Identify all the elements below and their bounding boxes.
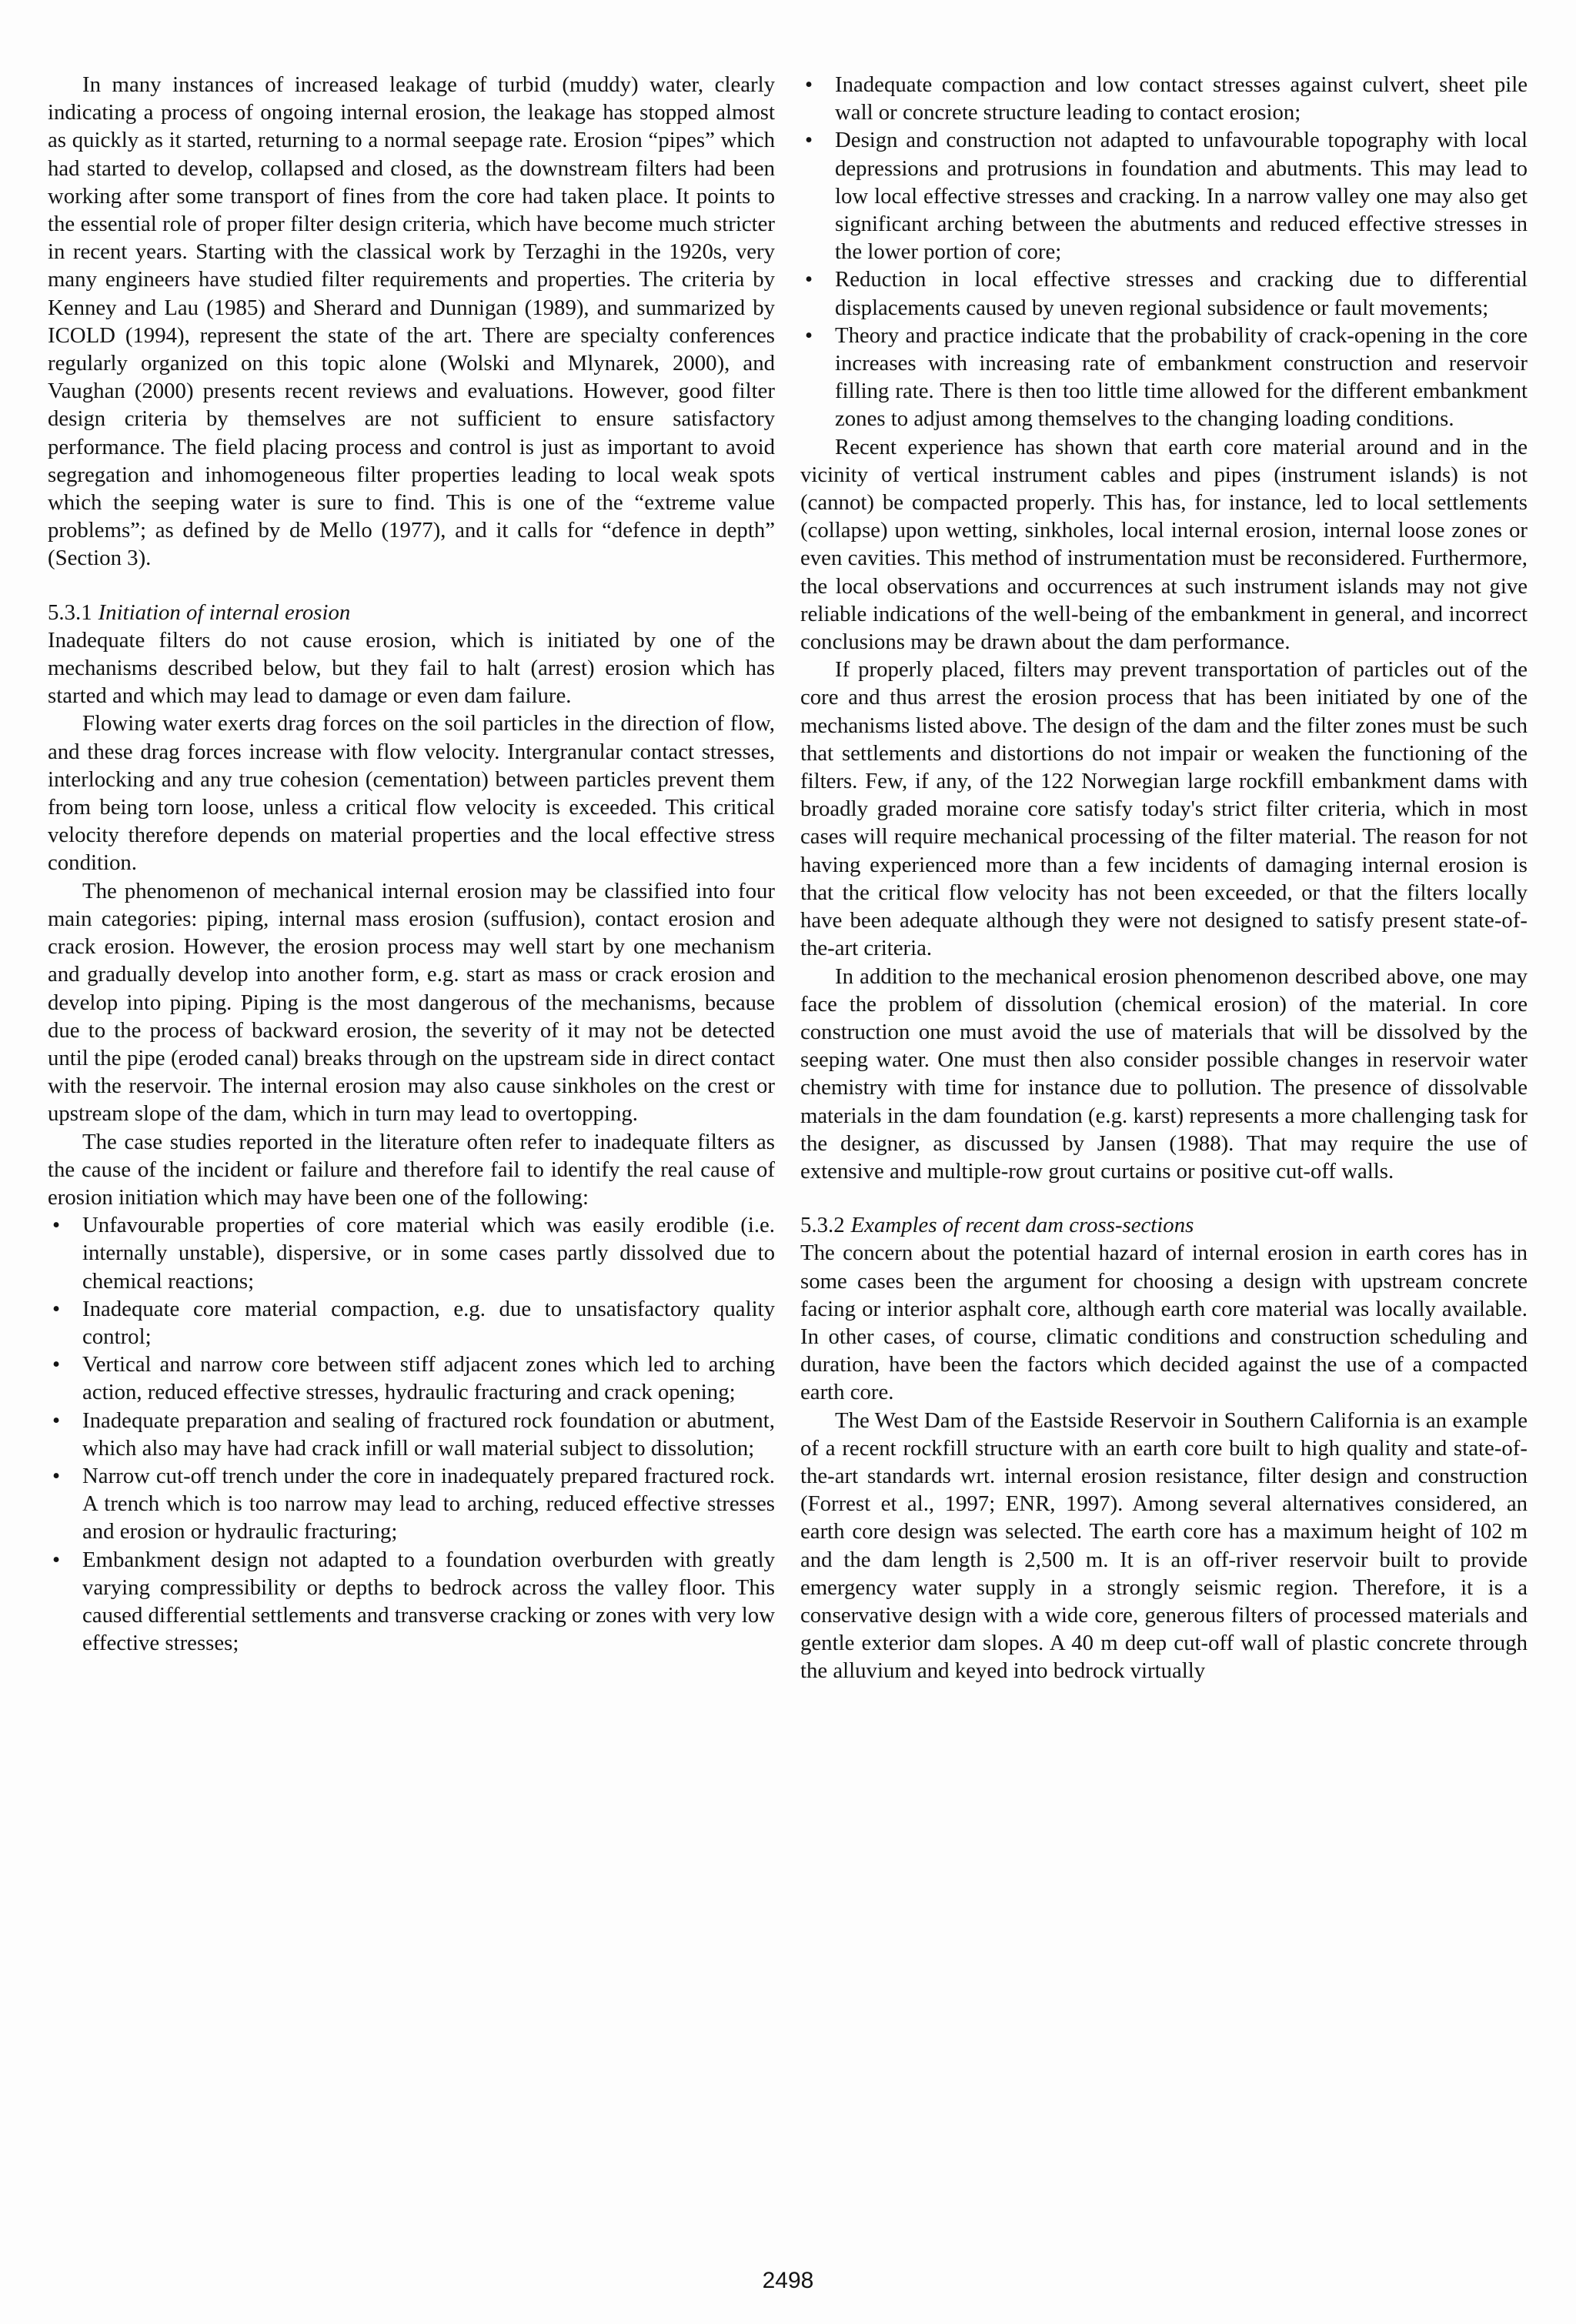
paragraph: If properly placed, filters may prevent transportation of particles out of the core and thus arrest the erosion process that has been initiated by one of the mechanisms listed above. The design of the dam and the filter zones must be such that settlements and distortions do not impair or weaken the functioning of the filters. Few, if any, of the 122 Norwegian large rockfill embankment dams with broadly graded moraine core satisfy today's strict filter criteria, which in most cases will require mechanical processing of the filter material. The reason for not having experienced more than a few incidents of damaging internal erosion is that the critical flow velocity has not been exceeded, or that the filters locally have been adequate although they were not designed to satisfy present state-of-the-art criteria.	[800, 657, 1528, 961]
section-heading-5-3-2	[800, 1211, 1528, 1239]
list-item	[800, 322, 1528, 433]
list-item-text: Unfavourable properties of core material which was easily erodible (i.e. internally unstable), dispersive, or in some cases partly dissolved due to chemical reactions;	[82, 1213, 775, 1294]
list-item-text: Narrow cut-off trench under the core in inadequately prepared fractured rock. A trench which is too narrow may lead to arching, reduced effective stresses and erosion or hydraulic fracturing;	[82, 1463, 775, 1544]
bullet-icon: •	[805, 322, 813, 348]
bullet-icon: •	[805, 128, 813, 153]
list-item	[48, 1211, 775, 1295]
section-title: Initiation of internal erosion	[98, 599, 351, 625]
bullet-list	[48, 1211, 775, 1657]
section-number: 5.3.2	[800, 1213, 845, 1238]
list-item-text: Vertical and narrow core between stiff adjacent zones which led to arching action, reduced effective stresses, hydraulic fracturing and crack opening;	[82, 1352, 775, 1405]
list-item-text: Design and construction not adapted to unfavourable topography with local depressions and protrusions in foundation and abutments. This may lead to low local effective stresses and cracking. In a narrow valley one may also get significant arching between the abutments and reduced effective stresses in the lower portion of core;	[835, 128, 1528, 265]
list-item-text: Reduction in local effective stresses and cracking due to differential displacements caused by uneven regional subsidence or fault movements;	[835, 267, 1528, 320]
list-item-text: Inadequate preparation and sealing of fractured rock foundation or abutment, which also may have had crack infill or wall material subject to dissolution;	[82, 1407, 775, 1461]
list-item	[800, 265, 1528, 321]
bullet-icon: •	[52, 1547, 61, 1572]
list-item	[48, 1295, 775, 1351]
paragraph: The phenomenon of mechanical internal erosion may be classified into four main categories: piping, internal mass erosion (suffusion), contact erosion and crack erosion. However, the erosion process may well start by one mechanism and gradually develop into another form, e.g. start as mass or crack erosion and develop into piping. Piping is the most dangerous of the mechanisms, because due to the process of backward erosion, the severity of it may not be detected until the pipe (eroded canal) breaks through on the upstream side in direct contact with the reservoir. The internal erosion may also cause sinkholes on the crest or upstream slope of the dam, which in turn may lead to overtopping.	[48, 878, 775, 1127]
bullet-icon: •	[52, 1296, 61, 1321]
list-item	[800, 71, 1528, 126]
list-item	[48, 1351, 775, 1406]
bullet-icon: •	[805, 267, 813, 292]
bullet-list	[800, 71, 1528, 433]
paragraph: Flowing water exerts drag forces on the soil particles in the direction of flow, and these drag forces increase with flow velocity. Intergranular contact stresses, interlocking and any true cohesion (cementation) between particles prevent them from being torn loose, unless a critical flow velocity is exceeded. This critical velocity therefore depends on material properties and the local effective stress condition.	[48, 711, 775, 876]
list-item-text: Inadequate core material compaction, e.g. due to unsatisfactory quality control;	[82, 1296, 775, 1349]
bullet-icon: •	[52, 1463, 61, 1488]
list-item	[48, 1462, 775, 1546]
paragraph: Recent experience has shown that earth core material around and in the vicinity of vertical instrument cables and pipes (instrument islands) is not (cannot) be compacted properly. This has, for instance, led to local settlements (collapse) upon wetting, sinkholes, local internal erosion, internal loose zones or even cavities. This method of instrumentation must be reconsidered. Furthermore, the local observations and occurrences at such instrument islands may not give reliable indications of the well-being of the embankment in general, and incorrect conclusions may be drawn about the dam performance.	[800, 434, 1528, 655]
paragraph: The concern about the potential hazard of internal erosion in earth cores has in some cases been the argument for choosing a design with upstream concrete facing or interior asphalt core, although earth core material was locally available. In other cases, of course, climatic conditions and construction scheduling and duration, have been the factors which decided against the use of a compacted earth core.	[800, 1240, 1528, 1405]
bullet-icon: •	[805, 72, 813, 97]
page-number: 2498	[762, 2268, 814, 2293]
left-column	[48, 71, 775, 2206]
list-item-text: Inadequate compaction and low contact stresses against culvert, sheet pile wall or concrete structure leading to contact erosion;	[835, 72, 1528, 125]
paragraph: In addition to the mechanical erosion phenomenon described above, one may face the problem of dissolution (chemical erosion) of the material. In core construction one must avoid the use of materials that will be dissolved by the seeping water. One must then also consider possible changes in reservoir water chemistry with time for instance due to pollution. The presence of dissolvable materials in the dam foundation (e.g. karst) represents a more challenging task for the designer, as discussed by Jansen (1988). That may require the use of extensive and multiple-row grout curtains or positive cut-off walls.	[800, 963, 1528, 1184]
list-item-text: Embankment design not adapted to a foundation overburden with greatly varying compressibility or depths to bedrock across the valley floor. This caused differential settlements and transverse cracking or zones with very low effective stresses;	[82, 1547, 775, 1656]
list-item	[48, 1407, 775, 1462]
right-column	[800, 71, 1528, 2206]
paragraph: In many instances of increased leakage of turbid (muddy) water, clearly indicating a process of ongoing internal erosion, the leakage has stopped almost as quickly as it started, returning to a normal seepage rate. Erosion “pipes” which had started to develop, collapsed and closed, as the downstream filters had been working after some transport of fines from the core had taken place. It points to the essential role of proper filter design criteria, which have become much stricter in recent years. Starting with the classical work by Terzaghi in the 1920s, very many engineers have studied filter requirements and properties. The criteria by Kenney and Lau (1985) and Sherard and Dunnigan (1989), and summarized by ICOLD (1994), represent the state of the art. There are specialty conferences regularly organized on this topic alone (Wolski and Mlynarek, 2000), and Vaughan (2000) presents recent reviews and evaluations. However, good filter design criteria by themselves are not sufficient to ensure satisfactory performance. The field placing process and control is just as important to avoid segregation and inhomogeneous filter properties leading to local weak spots which the seeping water is sure to find. This is one of the “extreme value problems”; as defined by de Mello (1977), and it calls for “defence in depth” (Section 3).	[48, 72, 775, 571]
section-heading-5-3-1	[48, 599, 775, 626]
paragraph: The West Dam of the Eastside Reservoir in Southern California is an example of a recent rockfill structure with an earth core built to high quality and state-of-the-art standards wrt. internal erosion resistance, filter design and construction (Forrest et al., 1997; ENR, 1997). Among several alternatives considered, an earth core design was selected. The earth core has a maximum height of 102 m and the dam length is 2,500 m. It is an off-river reservoir built to provide emergency water supply in a strongly seismic region. Therefore, it is a conservative design with a wide core, generous filters of processed materials and gentle exterior dam slopes. A 40 m deep cut-off wall of plastic concrete through the alluvium and keyed into bedrock virtually	[800, 1407, 1528, 1684]
list-item-text: Theory and practice indicate that the probability of crack-opening in the core increases with increasing rate of embankment construction and reservoir filling rate. There is then too little time allowed for the different embankment zones to adjust among themselves to the changing loading conditions.	[835, 322, 1528, 432]
list-item	[800, 126, 1528, 265]
section-title: Examples of recent dam cross-sections	[850, 1213, 1194, 1238]
bullet-icon: •	[52, 1407, 61, 1433]
section-number: 5.3.1	[48, 599, 92, 625]
paragraph: The case studies reported in the literature often refer to inadequate filters as the cause of the incident or failure and therefore fail to identify the real cause of erosion initiation which may have been one of the following:	[48, 1129, 775, 1210]
bullet-icon: •	[52, 1352, 61, 1377]
list-item	[48, 1546, 775, 1658]
paragraph: Inadequate filters do not cause erosion, which is initiated by one of the mechanisms described below, but they fail to halt (arrest) erosion which has started and which may lead to damage or even dam failure.	[48, 627, 775, 709]
bullet-icon: •	[52, 1213, 61, 1238]
